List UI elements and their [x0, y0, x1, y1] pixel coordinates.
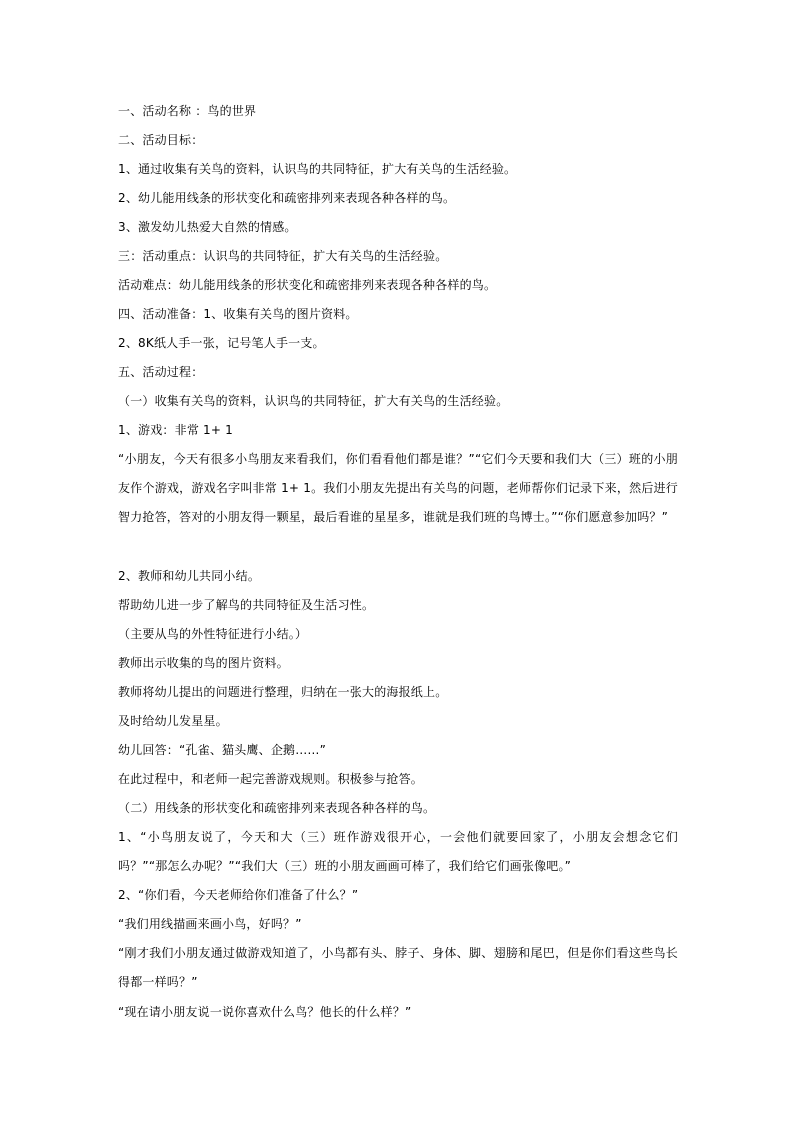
- process-part-2-heading: （二）用线条的形状变化和疏密排列来表现各种各样的鸟。: [118, 801, 436, 815]
- game-title-line: 1、游戏：非常 1+ 1: [118, 423, 233, 437]
- summary-line-5: 及时给幼儿发星星。: [118, 714, 228, 728]
- process-heading: 五、活动过程：: [118, 365, 204, 379]
- drawing-line-5: “现在请小朋友说一说你喜欢什么鸟？他长的什么样？”: [118, 1005, 412, 1019]
- key-points-line: 三：活动重点：认识鸟的共同特征，扩大有关鸟的生活经验。: [118, 249, 448, 263]
- summary-line-4: 教师将幼儿提出的问题进行整理，归纳在一张大的海报纸上。: [118, 685, 448, 699]
- goal-item-3: 3、激发幼儿热爱大自然的情感。: [118, 220, 297, 234]
- summary-line-2: （主要从鸟的外性特征进行小结。）: [118, 627, 308, 641]
- activity-goals-heading: 二、活动目标：: [118, 133, 204, 147]
- summary-line-7: 在此过程中，和老师一起完善游戏规则。积极参与抢答。: [118, 772, 424, 786]
- drawing-intro-paragraph: 1、“小鸟朋友说了，今天和大（三）班作游戏很开心，一会他们就要回家了，小朋友会想念它们吗？”“那怎么办呢？”“我们大（三）班的小朋友画画可棒了，我们给它们画张像吧。”: [118, 830, 678, 873]
- process-part-1-heading: （一）收集有关鸟的资料，认识鸟的共同特征，扩大有关鸟的生活经验。: [118, 394, 509, 408]
- game-intro-paragraph: “小朋友，今天有很多小鸟朋友来看我们，你们看看他们都是谁？”“它们今天要和我们大（三）班的小朋友作个游戏，游戏名字叫非常 1+ 1。我们小朋友先提出有关鸟的问题，老师帮你们记录下来，然后进行智力抢答，答对的小朋友得一颗星，最后看谁的星星多，谁就是我们班的鸟博士。”“你们愿意参加吗？”: [118, 452, 678, 524]
- drawing-line-4: “刚才我们小朋友通过做游戏知道了，小鸟都有头、脖子、身体、脚、翅膀和尾巴，但是你们看这些鸟长得都一样吗？”: [118, 946, 678, 989]
- summary-heading: 2、教师和幼儿共同小结。: [118, 569, 261, 583]
- preparation-line-1: 四、活动准备：1、收集有关鸟的图片资料。: [118, 307, 358, 321]
- difficult-points-line: 活动难点：幼儿能用线条的形状变化和疏密排列来表现各种各样的鸟。: [118, 278, 497, 292]
- summary-line-6: 幼儿回答：“孔雀、猫头鹰、企鹅……”: [118, 743, 327, 757]
- goal-item-2: 2、幼儿能用线条的形状变化和疏密排列来表现各种各样的鸟。: [118, 191, 456, 205]
- drawing-line-2: 2、“你们看，今天老师给你们准备了什么？”: [118, 888, 359, 902]
- summary-line-3: 教师出示收集的鸟的图片资料。: [118, 656, 289, 670]
- activity-name-line: 一、活动名称 ：鸟的世界: [118, 104, 257, 118]
- summary-line-1: 帮助幼儿进一步了解鸟的共同特征及生活习性。: [118, 598, 375, 612]
- drawing-line-3: “我们用线描画来画小鸟，好吗？”: [118, 917, 302, 931]
- goal-item-1: 1、通过收集有关鸟的资料，认识鸟的共同特征，扩大有关鸟的生活经验。: [118, 162, 517, 176]
- preparation-line-2: 2、8K纸人手一张，记号笔人手一支。: [118, 336, 325, 350]
